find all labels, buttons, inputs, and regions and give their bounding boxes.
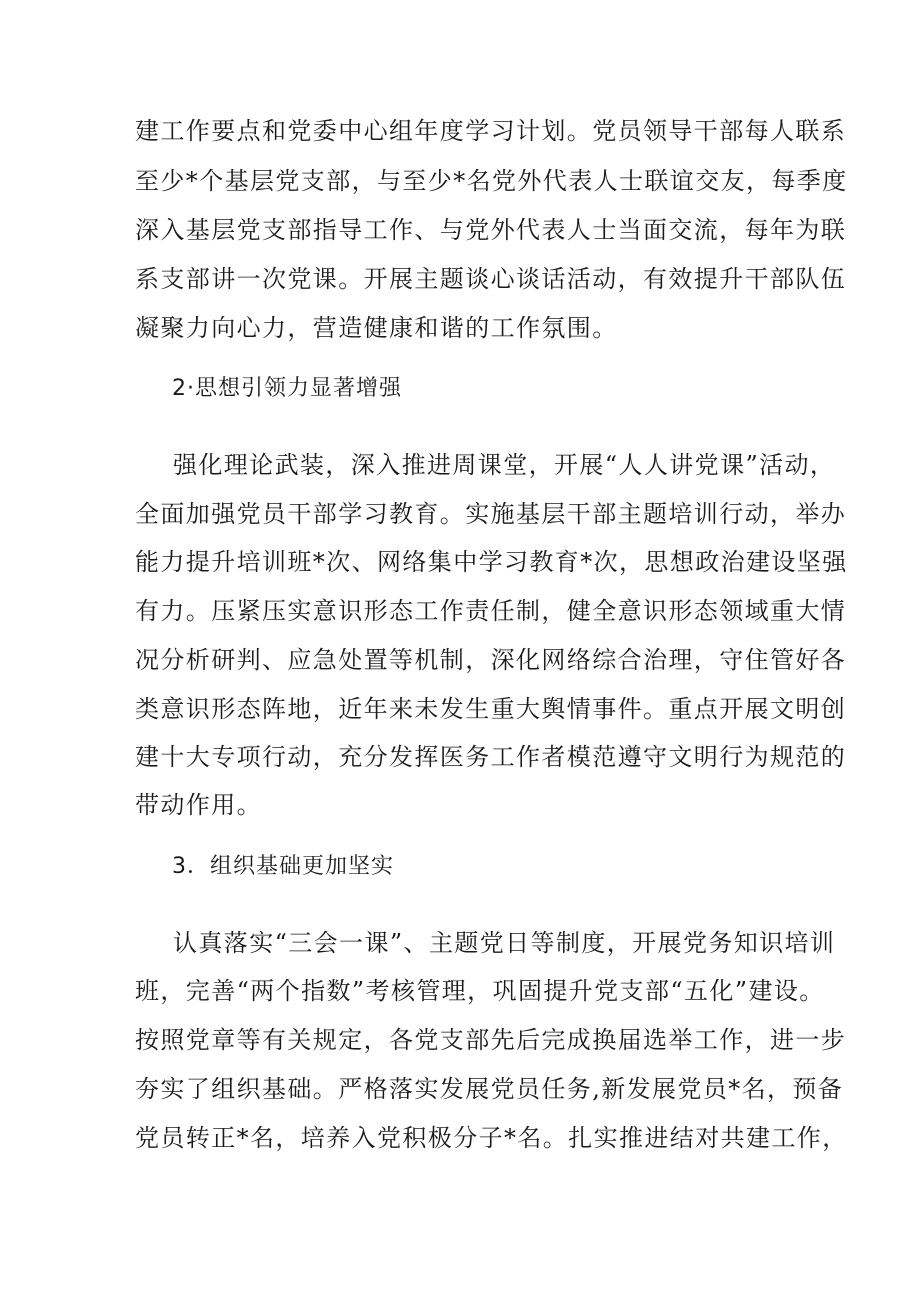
section-2-line-2: 全面加强党员干部学习教育。实施基层干部主题培训行动，举办 xyxy=(135,500,847,528)
paragraph-1-line-5: 凝聚力向心力，营造健康和谐的工作氛围。 xyxy=(135,314,618,342)
paragraph-1-line-3: 深入基层党支部指导工作、与党外代表人士当面交流，每年为联 xyxy=(135,216,847,244)
section-2-line-5: 况分析研判、应急处置等机制，深化网络综合治理，守住管好各 xyxy=(135,646,847,674)
section-3-line-2: 班，完善“两个指数”考核管理，巩固提升党支部“五化”建设。 xyxy=(135,977,825,1005)
paragraph-1-line-2: 至少*个基层党支部，与至少*名党外代表人士联谊交友，每季度 xyxy=(135,167,848,195)
section-2-line-4: 有力。压紧压实意识形态工作责任制，健全意识形态领域重大情 xyxy=(135,597,847,625)
section-2-heading: 2·思想引领力显著增强 xyxy=(172,376,402,401)
section-2-line-3: 能力提升培训班*次、网络集中学习教育*次，思想政治建设坚强 xyxy=(135,548,848,576)
section-3-line-3: 按照党章等有关规定，各党支部先后完成换届选举工作，进一步 xyxy=(135,1026,847,1054)
section-3-heading: 3．组织基础更加坚实 xyxy=(172,854,394,879)
section-3-line-5: 党员转正*名，培养入党积极分子*名。扎实推进结对共建工作， xyxy=(135,1124,848,1152)
section-2-line-6: 类意识形态阵地，近年来未发生重大舆情事件。重点开展文明创 xyxy=(135,695,847,723)
section-2-line-7: 建十大专项行动，充分发挥医务工作者模范遵守文明行为规范的 xyxy=(135,743,847,771)
paragraph-1-line-1: 建工作要点和党委中心组年度学习计划。党员领导干部每人联系 xyxy=(135,117,847,145)
section-3-line-1: 认真落实“三会一课”、主题党日等制度，开展党务知识培训 xyxy=(173,929,836,957)
section-2-line-8: 带动作用。 xyxy=(135,791,262,819)
paragraph-1-line-4: 系支部讲一次党课。开展主题谈心谈话活动，有效提升干部队伍 xyxy=(135,265,847,293)
section-2-line-1: 强化理论武装，深入推进周课堂，开展“人人讲党课”活动， xyxy=(173,451,836,479)
section-3-line-4: 夯实了组织基础。严格落实发展党员任务,新发展党员*名，预备 xyxy=(135,1075,844,1103)
